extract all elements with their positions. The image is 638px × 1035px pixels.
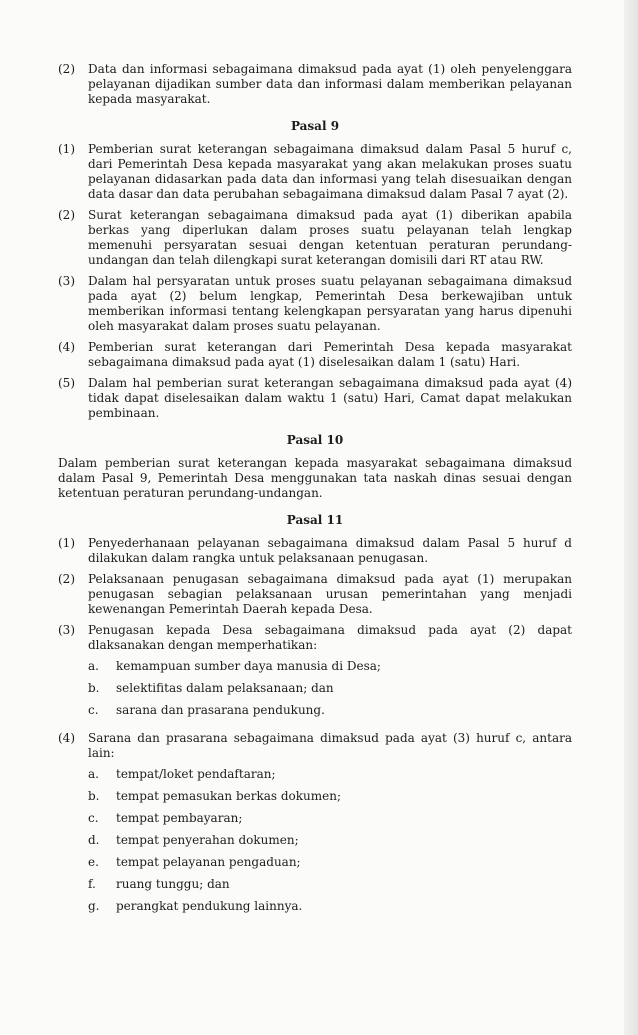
sub-letter: f. [88, 877, 96, 891]
sub-letter: g. [88, 899, 100, 913]
clause-text: Penyederhanaan pelayanan sebagaimana dimaksud dalam Pasal 5 huruf d dilakukan dalam rangka untuk pelaksanaan penugasan. [88, 536, 572, 565]
page-edge-shadow [624, 0, 638, 1035]
sub-letter: e. [88, 855, 99, 869]
sub-letter: b. [88, 681, 100, 695]
sub-letter: d. [88, 833, 100, 847]
article-8-clause-2 [58, 62, 572, 107]
sub-text: tempat penyerahan dokumen; [116, 833, 299, 847]
clause-number: (2) [58, 572, 75, 586]
clause-number: (4) [58, 731, 75, 745]
sub-item [88, 703, 572, 718]
sub-text: kemampuan sumber daya manusia di Desa; [116, 659, 381, 673]
article-9-clause-3 [58, 274, 572, 334]
sub-item [88, 833, 572, 848]
clause-number: (1) [58, 536, 75, 550]
article-11-clause-1 [58, 536, 572, 566]
sub-item [88, 899, 572, 914]
article-10-text: Dalam pemberian surat keterangan kepada masyarakat sebagaimana dimaksud dalam Pasal 9, Pemerintah Desa menggunakan tata naskah dinas sesuai dengan ketentuan peraturan perundang-undangan. [58, 456, 572, 500]
sub-item [88, 659, 572, 674]
clause-text: Dalam hal pemberian surat keterangan sebagaimana dimaksud pada ayat (4) tidak dapat diselesaikan dalam waktu 1 (satu) Hari, Camat dapat melakukan pembinaan. [88, 376, 572, 420]
article-11-clause-3 [58, 623, 572, 725]
clause-text: Penugasan kepada Desa sebagaimana dimaksud pada ayat (2) dapat dlaksanakan dengan memperhatikan: [88, 623, 572, 652]
clause-text: Dalam hal persyaratan untuk proses suatu pelayanan sebagaimana dimaksud pada ayat (2) belum lengkap, Pemerintah Desa berkewajiban untuk memberikan informasi tentang kelengkapan persyaratan yang harus dipenuhi oleh masyarakat dalam proses suatu pelayanan. [88, 274, 572, 333]
sub-letter: a. [88, 767, 99, 781]
clause-number: (2) [58, 62, 75, 76]
article-11-clause-2 [58, 572, 572, 617]
article-9-clause-5 [58, 376, 572, 421]
sub-text: tempat pembayaran; [116, 811, 243, 825]
clause-body [88, 623, 572, 725]
sub-item [88, 877, 572, 892]
clause-number: (3) [58, 623, 75, 637]
sub-item [88, 811, 572, 826]
clause-text: Pemberian surat keterangan dari Pemerintah Desa kepada masyarakat sebagaimana dimaksud pada ayat (1) diselesaikan dalam 1 (satu) Hari. [88, 340, 572, 369]
clause-number: (5) [58, 376, 75, 390]
article-9-clause-2 [58, 208, 572, 268]
clause-text: Pelaksanaan penugasan sebagaimana dimaksud pada ayat (1) merupakan penugasan sebagian pelaksanaan urusan pemerintahan yang menjadi kewenangan Pemerintah Daerah kepada Desa. [88, 572, 572, 616]
article-11-clause-4 [58, 731, 572, 921]
article-9-clause-1 [58, 142, 572, 202]
sub-letter: a. [88, 659, 99, 673]
sub-text: selektifitas dalam pelaksanaan; dan [116, 681, 334, 695]
sub-text: tempat pemasukan berkas dokumen; [116, 789, 342, 803]
sub-letter: c. [88, 703, 99, 717]
clause-text: Data dan informasi sebagaimana dimaksud pada ayat (1) oleh penyelenggara pelayanan dijadikan sumber data dan informasi dalam memberikan pelayanan kepada masyarakat. [88, 62, 572, 106]
clause-number: (3) [58, 274, 75, 288]
clause-body [88, 731, 572, 921]
sub-letter: b. [88, 789, 100, 803]
sub-text: tempat/loket pendaftaran; [116, 767, 276, 781]
document-body [58, 62, 572, 927]
clause-text: Surat keterangan sebagaimana dimaksud pada ayat (1) diberikan apabila berkas yang diperlukan dalam proses suatu pelayanan telah lengkap memenuhi persyaratan sesuai dengan ketentuan peraturan perundang-undangan dan telah dilengkapi surat keterangan domisili dari RT atau RW. [88, 208, 572, 267]
sub-item [88, 767, 572, 782]
sub-item [88, 789, 572, 804]
sub-text: sarana dan prasarana pendukung. [116, 703, 325, 717]
sub-item [88, 855, 572, 870]
clause-number: (2) [58, 208, 75, 222]
sub-text: ruang tunggu; dan [116, 877, 230, 891]
sub-text: tempat pelayanan pengaduan; [116, 855, 301, 869]
clause-text: Pemberian surat keterangan sebagaimana dimaksud dalam Pasal 5 huruf c, dari Pemerintah Desa kepada masyarakat yang akan melakukan proses suatu pelayanan didasarkan pada data dan informasi yang telah disesuaikan dengan data dasar dan data perubahan sebagaimana dimaksud dalam Pasal 7 ayat (2). [88, 142, 572, 201]
clause-number: (4) [58, 340, 75, 354]
article-10-title: Pasal 10 [286, 433, 344, 447]
clause-number: (1) [58, 142, 75, 156]
sub-letter: c. [88, 811, 99, 825]
sub-text: perangkat pendukung lainnya. [116, 899, 303, 913]
article-9-clause-4 [58, 340, 572, 370]
article-11-title: Pasal 11 [286, 513, 344, 527]
article-9-title: Pasal 9 [290, 119, 340, 133]
clause-text: Sarana dan prasarana sebagaimana dimaksud pada ayat (3) huruf c, antara lain: [88, 731, 572, 760]
sub-item [88, 681, 572, 696]
